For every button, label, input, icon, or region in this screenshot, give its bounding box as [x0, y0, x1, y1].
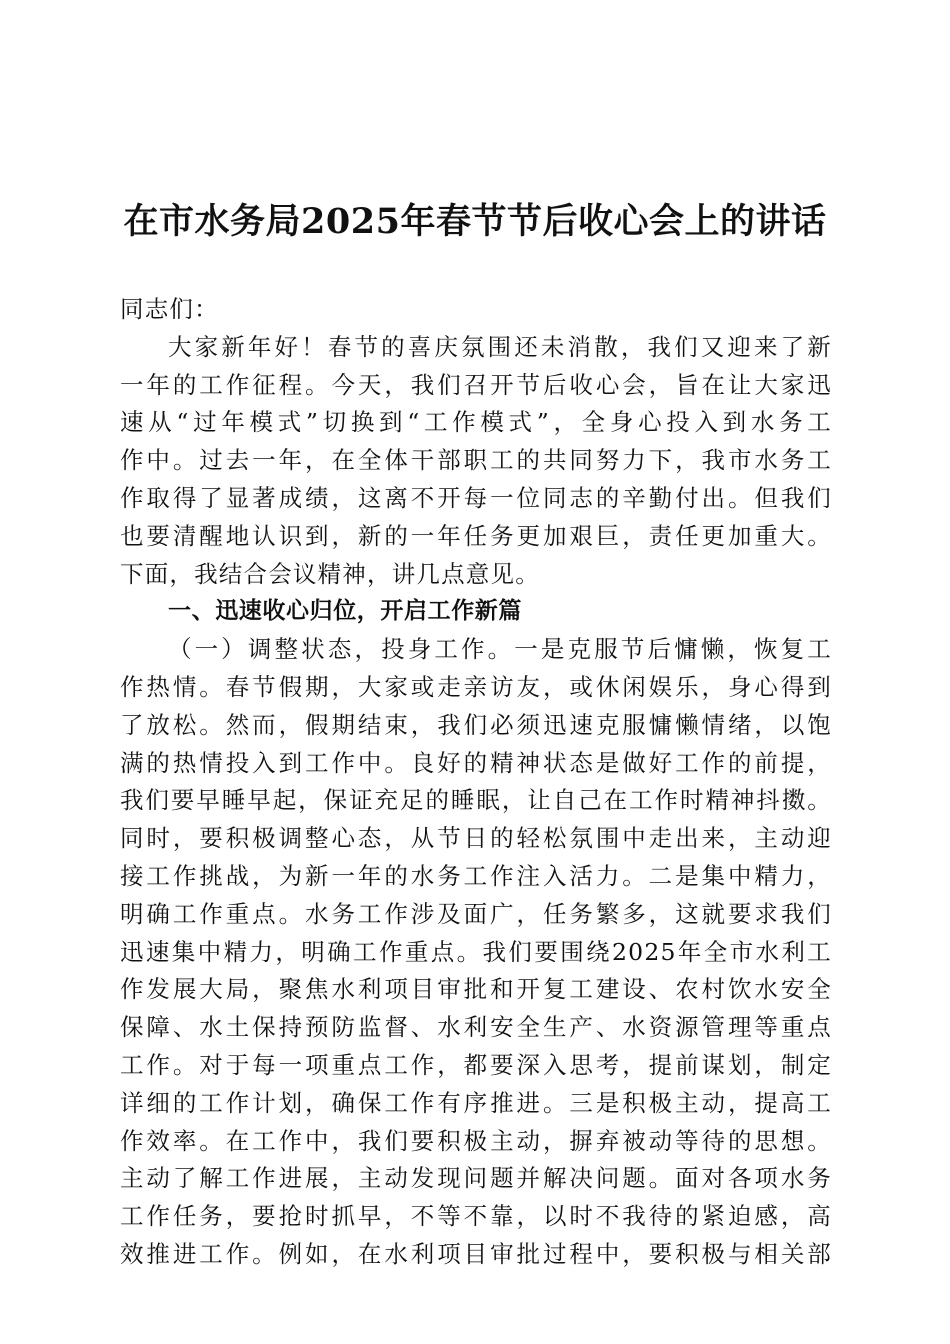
paragraph-line: 同时，要积极调整心态，从节日的轻松氛围中走出来，主动迎 — [120, 824, 832, 853]
document-body — [120, 291, 832, 1274]
paragraph-line: 大家新年好！春节的喜庆氛围还未消散，我们又迎来了新 — [168, 332, 832, 361]
paragraph-line: 详细的工作计划，确保工作有序推进。三是积极主动，提高工 — [120, 1088, 832, 1117]
paragraph-line: 迅速集中精力，明确工作重点。我们要围绕2025年全市水利工 — [120, 937, 832, 966]
paragraph-line: 也要清醒地认识到，新的一年任务更加艰巨，责任更加重大。 — [120, 521, 832, 550]
paragraph-line: 作热情。春节假期，大家或走亲访友，或休闲娱乐，身心得到 — [120, 672, 832, 701]
paragraph-line: 速从“过年模式”切换到“工作模式”，全身心投入到水务工 — [120, 408, 832, 437]
paragraph-line: 满的热情投入到工作中。良好的精神状态是做好工作的前提， — [120, 748, 832, 777]
paragraph-line: 了放松。然而，假期结束，我们必须迅速克服慵懒情绪，以饱 — [120, 710, 832, 739]
paragraph-line: 接工作挑战，为新一年的水务工作注入活力。二是集中精力， — [120, 861, 832, 890]
paragraph-line: 作取得了显著成绩，这离不开每一位同志的辛勤付出。但我们 — [120, 483, 832, 512]
paragraph-line: 作中。过去一年，在全体干部职工的共同努力下，我市水务工 — [120, 446, 832, 475]
section-heading: 一、迅速收心归位，开启工作新篇 — [168, 598, 522, 625]
paragraph-line: 作发展大局，聚焦水利项目审批和开复工建设、农村饮水安全 — [120, 975, 832, 1004]
paragraph-line: 下面，我结合会议精神，讲几点意见。 — [120, 559, 540, 588]
paragraph-line: 我们要早睡早起，保证充足的睡眠，让自己在工作时精神抖擞。 — [120, 786, 832, 815]
paragraph-line: （一）调整状态，投身工作。一是克服节后慵懒，恢复工 — [168, 635, 832, 664]
document-title: 在市水务局2025年春节节后收心会上的讲话 — [123, 201, 827, 242]
paragraph-line: 同志们： — [120, 295, 219, 323]
paragraph-line: 作效率。在工作中，我们要积极主动，摒弃被动等待的思想。 — [120, 1126, 832, 1155]
paragraph-line: 工作。对于每一项重点工作，都要深入思考，提前谋划，制定 — [120, 1050, 832, 1079]
paragraph-line: 保障、水土保持预防监督、水利安全生产、水资源管理等重点 — [120, 1013, 832, 1042]
paragraph-line: 效推进工作。例如，在水利项目审批过程中，要积极与相关部 — [120, 1239, 832, 1268]
paragraph-line: 明确工作重点。水务工作涉及面广，任务繁多，这就要求我们 — [120, 899, 832, 928]
paragraph-line: 工作任务，要抢时抓早，不等不靠，以时不我待的紧迫感，高 — [120, 1202, 832, 1231]
paragraph-line: 一年的工作征程。今天，我们召开节后收心会，旨在让大家迅 — [120, 370, 832, 399]
paragraph-line: 主动了解工作进展，主动发现问题并解决问题。面对各项水务 — [120, 1164, 832, 1193]
